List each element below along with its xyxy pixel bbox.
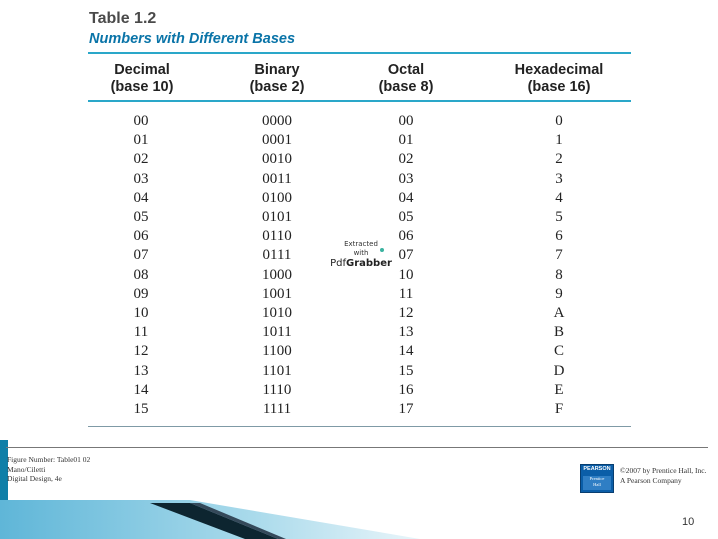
header-octal-base: (base 8) — [378, 79, 434, 95]
cell-decimal: 00 — [133, 113, 149, 129]
pdfgrabber-watermark — [330, 240, 392, 270]
cell-octal: 10 — [398, 266, 414, 283]
cell-decimal: 07 — [133, 247, 149, 264]
footer-rule — [6, 447, 708, 448]
watermark-line-1: Extracted — [344, 240, 378, 248]
cell-octal: 17 — [398, 401, 414, 417]
header-binary — [224, 62, 330, 96]
cell-decimal: 14 — [133, 381, 149, 398]
cell-binary: 0010 — [262, 151, 292, 168]
cell-binary: 0000 — [262, 113, 292, 129]
cell-binary: 1110 — [262, 381, 292, 398]
cell-octal: 00 — [398, 113, 414, 129]
cell-decimal: 05 — [133, 209, 149, 225]
figure-metadata — [7, 455, 90, 484]
cell-hex: E — [554, 381, 564, 398]
cell-octal: 11 — [398, 285, 414, 302]
copyright-line-1: ©2007 by Prentice Hall, Inc. — [620, 466, 707, 475]
header-decimal-base: (base 10) — [110, 79, 174, 95]
cell-hex: 4 — [555, 189, 563, 206]
figure-number: Figure Number: Table01 02 — [7, 455, 91, 464]
cell-decimal: 12 — [133, 343, 149, 360]
cell-decimal: 08 — [133, 266, 149, 283]
copyright-notice — [620, 466, 707, 485]
cell-hex: 6 — [555, 228, 563, 245]
cell-octal: 12 — [398, 305, 414, 321]
cell-binary: 0011 — [262, 170, 292, 187]
header-hexadecimal — [492, 62, 626, 96]
cell-octal: 02 — [398, 151, 414, 168]
header-decimal — [88, 62, 196, 96]
page-number: 10 — [682, 516, 695, 528]
watermark-dot-icon — [380, 248, 384, 252]
cell-decimal: 10 — [133, 305, 149, 321]
cell-octal: 06 — [398, 228, 414, 245]
cell-decimal: 06 — [133, 228, 149, 245]
cell-binary: 1011 — [262, 324, 292, 341]
cell-binary: 1010 — [262, 305, 292, 321]
cell-hex: F — [554, 401, 564, 417]
logo-prentice-text: Prentice — [589, 476, 605, 481]
header-bottom-rule — [88, 100, 631, 102]
cell-octal: 01 — [398, 132, 414, 149]
cell-hex: 7 — [555, 247, 563, 264]
watermark-logo — [330, 258, 392, 270]
cell-binary: 0111 — [262, 247, 292, 264]
header-octal-name: Octal — [387, 62, 425, 78]
cell-octal: 13 — [398, 324, 414, 341]
cell-octal: 16 — [398, 381, 414, 398]
logo-pearson-text: PEARSON — [583, 466, 611, 472]
cell-binary: 0001 — [262, 132, 292, 149]
cell-binary: 0100 — [262, 189, 292, 206]
cell-binary: 0110 — [262, 228, 292, 245]
cell-hex: 1 — [555, 132, 563, 149]
cell-hex: 0 — [555, 113, 563, 129]
table-bottom-rule — [88, 426, 631, 427]
copyright-line-2: A Pearson Company — [620, 475, 682, 485]
logo-prentice-hall-box — [583, 476, 611, 490]
cell-octal: 14 — [398, 343, 414, 360]
figure-book: Digital Design, 4e — [7, 474, 62, 483]
cell-octal: 15 — [398, 362, 414, 379]
header-binary-base: (base 2) — [249, 79, 305, 95]
header-hex-base: (base 16) — [527, 79, 591, 95]
cell-decimal: 02 — [133, 151, 149, 168]
cell-decimal: 04 — [133, 189, 149, 206]
watermark-logo-grabber: Grabber — [345, 258, 392, 269]
pearson-prentice-hall-logo — [580, 464, 614, 493]
watermark-line-2: with — [353, 249, 369, 257]
cell-octal: 05 — [398, 209, 414, 225]
cell-octal: 04 — [398, 189, 414, 206]
cell-hex: C — [553, 343, 564, 360]
cell-binary: 1001 — [262, 285, 292, 302]
cell-hex: B — [553, 324, 564, 341]
cell-decimal: 03 — [133, 170, 149, 187]
logo-hall-text: Hall — [593, 482, 601, 487]
header-decimal-name: Decimal — [114, 62, 170, 78]
figure-authors: Mano/Ciletti — [7, 464, 46, 474]
cell-decimal: 01 — [133, 132, 149, 149]
header-octal — [354, 62, 458, 96]
cell-binary: 1101 — [262, 362, 292, 379]
cell-binary: 0101 — [262, 209, 292, 225]
cell-decimal: 11 — [133, 324, 149, 341]
cell-hex: A — [553, 305, 565, 321]
cell-hex: 8 — [555, 266, 563, 283]
cell-binary: 1000 — [262, 266, 292, 283]
header-hex-name: Hexadecimal — [514, 62, 604, 78]
table-title: Table 1.2 — [89, 10, 157, 27]
cell-octal: 03 — [398, 170, 414, 187]
cell-octal: 07 — [398, 247, 414, 264]
cell-hex: 2 — [555, 151, 563, 168]
watermark-logo-pdf: Pdf — [330, 258, 346, 269]
cell-hex: 5 — [555, 209, 563, 225]
cell-decimal: 15 — [133, 401, 149, 417]
cell-decimal: 09 — [133, 285, 149, 302]
header-binary-name: Binary — [254, 62, 300, 78]
cell-binary: 1111 — [262, 401, 292, 417]
cell-hex: D — [553, 362, 565, 379]
cell-binary: 1100 — [262, 343, 292, 360]
table-subtitle: Numbers with Different Bases — [89, 31, 296, 47]
cell-hex: 3 — [555, 170, 563, 187]
cell-decimal: 13 — [133, 362, 149, 379]
cell-hex: 9 — [555, 285, 563, 302]
table-top-rule — [88, 52, 631, 54]
